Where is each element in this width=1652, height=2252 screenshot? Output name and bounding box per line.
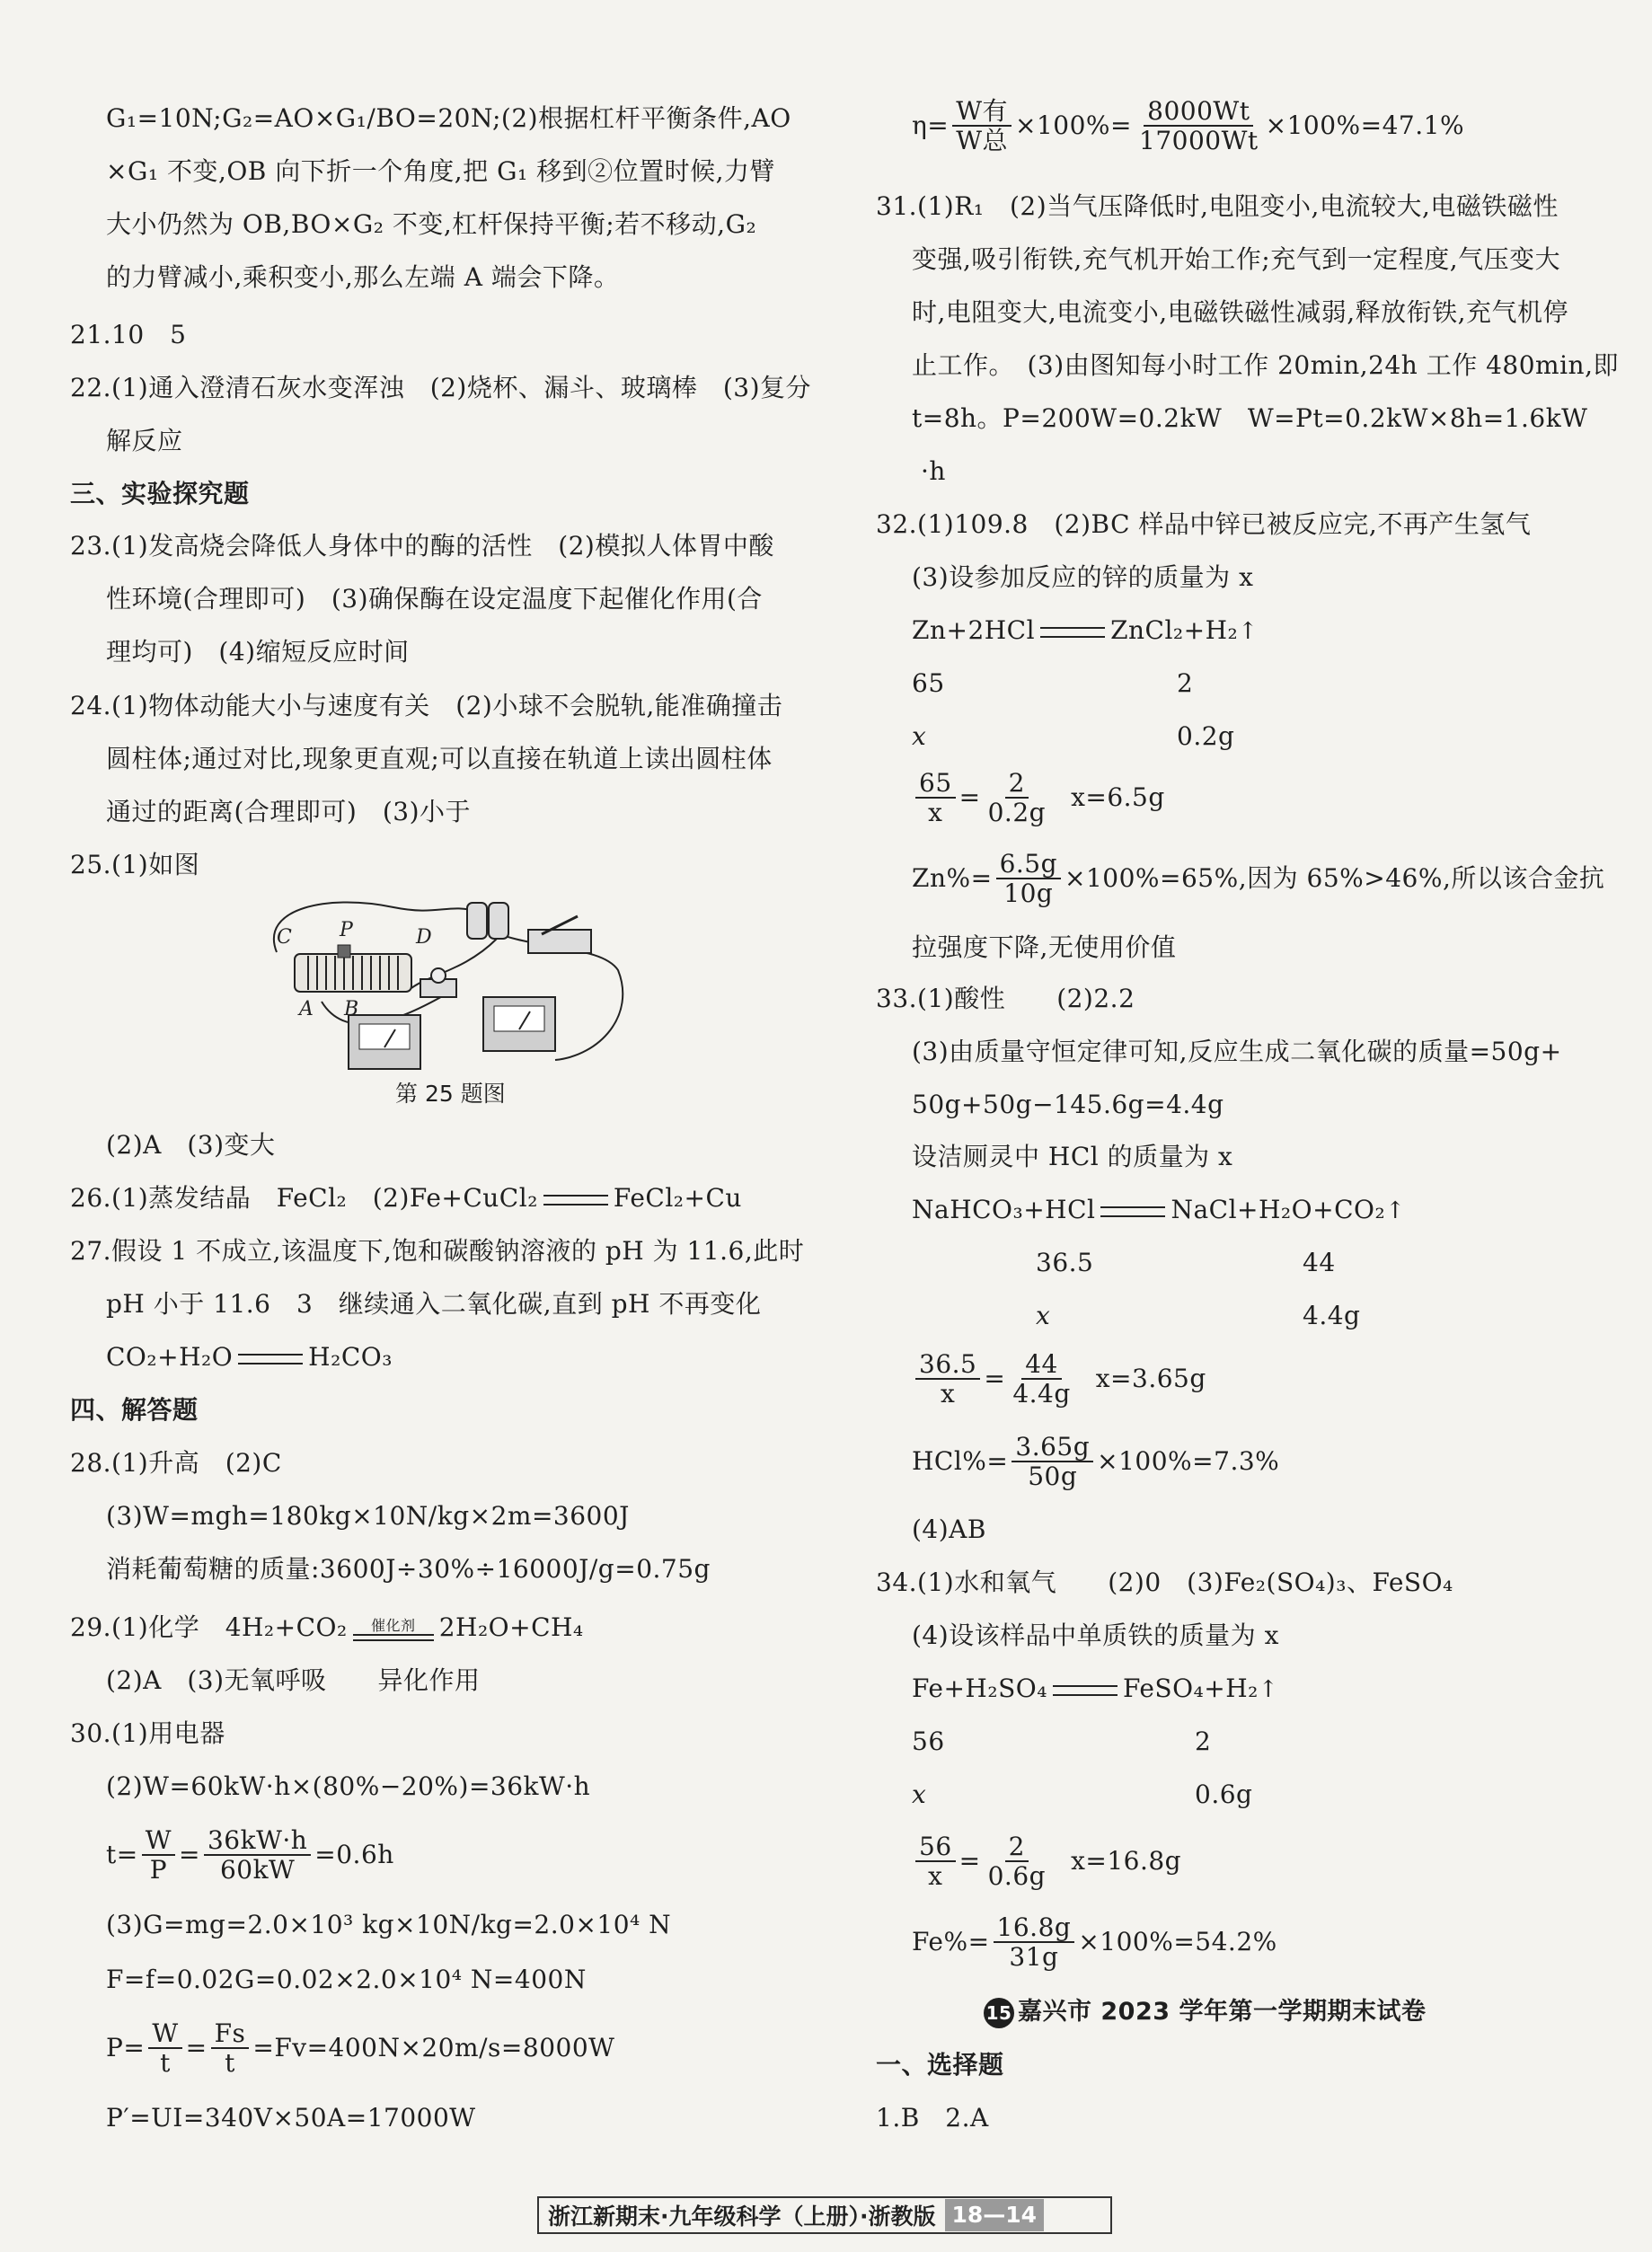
solution: x=3.65g	[1095, 1364, 1206, 1393]
answer-32: 32.(1)109.8 (2)BC 样品中锌已被反应完,不再产生氢气	[876, 509, 1532, 539]
ratio-cell: 4.4g	[1303, 1301, 1361, 1330]
denominator: P	[149, 1855, 168, 1885]
ratio-cell: 36.5	[1036, 1248, 1094, 1277]
proportion: $\frac{36.5}{x}$ = $\frac{44}{4.4g}$ x=3.65g	[912, 1352, 1206, 1406]
formula-result: ×100%=7.3%	[1097, 1446, 1280, 1476]
text-line: P′=UI=340V×50A=17000W	[106, 2103, 476, 2133]
answer-26	[70, 1180, 742, 1216]
fraction	[142, 1824, 175, 1885]
section-heading: 四、解答题	[70, 1395, 199, 1425]
text-line: 的力臂减小,乘积变小,那么左端 A 端会下降。	[106, 262, 620, 292]
formula-prefix: Zn%=	[912, 863, 993, 893]
percentage-formula	[912, 848, 1605, 908]
ratio-cell: x	[1036, 1301, 1051, 1330]
up-arrow-icon: ↑	[1385, 1197, 1406, 1224]
eq-right: H₂CO₃	[308, 1342, 393, 1372]
text-line: 性环境(合理即可) (3)确保酶在设定温度下起催化作用(合	[106, 584, 763, 614]
text-line: 解反应	[106, 426, 183, 455]
denominator: x	[941, 1379, 956, 1409]
text-line: (4)设该样品中单质铁的质量为 x	[912, 1621, 1279, 1650]
text-line: 圆柱体;通过对比,现象更直观;可以直接在轨道上读出圆柱体	[106, 744, 773, 773]
answer-28: 28.(1)升高 (2)C	[70, 1448, 282, 1478]
solution: x=6.5g	[1071, 782, 1165, 812]
numerator: 44	[1021, 1351, 1062, 1380]
answer-29	[70, 1610, 584, 1646]
denominator: 60kW	[219, 1855, 296, 1885]
equation	[106, 1339, 393, 1375]
fraction	[1135, 95, 1262, 155]
fraction	[1009, 1348, 1073, 1409]
eq-right: FeCl₂+Cu	[613, 1183, 742, 1213]
label-d: D	[416, 926, 432, 949]
fraction	[915, 1348, 980, 1409]
fraction	[952, 95, 1012, 155]
formula-prefix: η=	[912, 110, 950, 140]
formula-result: =Fv=400N×20m/s=8000W	[252, 2033, 615, 2062]
fraction	[985, 767, 1049, 827]
fraction	[1012, 1431, 1093, 1491]
formula-mid: ×100%=	[1015, 110, 1133, 140]
eq-right: FeSO₄+H₂	[1122, 1674, 1259, 1703]
text-line: G₁=10N;G₂=AO×G₁/BO=20N;(2)根据杠杆平衡条件,AO	[106, 103, 791, 133]
label-p: P	[340, 919, 353, 941]
eq-right: ZnCl₂+H₂	[1110, 615, 1239, 645]
text-line: (2)A (3)变大	[106, 1130, 276, 1160]
footer-title: 浙江新期末·九年级科学（上册）·浙教版	[548, 2203, 936, 2230]
equals-sign	[1053, 1685, 1118, 1696]
ratio-cell: 0.2g	[1177, 721, 1235, 751]
ratio-cell: 56	[912, 1727, 945, 1756]
numerator: W	[142, 1827, 175, 1856]
catalyst-sign	[353, 1618, 434, 1641]
page-footer	[537, 2196, 1112, 2234]
answer-choices: 1.B 2.A	[876, 2103, 989, 2133]
equals-sign	[1100, 1206, 1165, 1217]
eq-left: 29.(1)化学 4H₂+CO₂	[70, 1612, 348, 1642]
eq-left: Zn+2HCl	[912, 615, 1036, 645]
fraction	[211, 2020, 250, 2077]
equals-sign	[1040, 627, 1105, 638]
text-line: pH 小于 11.6 3 继续通入二氧化碳,直到 pH 不再变化	[106, 1289, 762, 1319]
answer-30: 30.(1)用电器	[70, 1718, 225, 1748]
solution: x=16.8g	[1071, 1846, 1182, 1876]
answer-21: 21.10 5	[70, 320, 187, 349]
percentage-formula	[912, 1431, 1280, 1491]
denominator: 10g	[1003, 879, 1054, 908]
text-line: 止工作。 (3)由图知每小时工作 20min,24h 工作 480min,即	[912, 350, 1619, 380]
text-line: (3)设参加反应的锌的质量为 x	[912, 562, 1254, 592]
eq-right: 2H₂O+CH₄	[438, 1612, 584, 1642]
text-line: (3)W=mgh=180kg×10N/kg×2m=3600J	[106, 1501, 630, 1531]
efficiency-formula	[912, 95, 1465, 155]
circuit-figure	[259, 889, 627, 1073]
numerator: 56	[915, 1833, 956, 1862]
eq-left: CO₂+H₂O	[106, 1342, 234, 1372]
text-line: (4)AB	[912, 1515, 986, 1544]
answer-25: 25.(1)如图	[70, 850, 200, 879]
up-arrow-icon: ↑	[1258, 1676, 1279, 1703]
numerator: W	[148, 2020, 181, 2049]
denominator: 0.6g	[987, 1861, 1047, 1891]
answer-23: 23.(1)发高烧会降低人身体中的酶的活性 (2)模拟人体胃中酸	[70, 531, 774, 561]
ratio-cell: 0.6g	[1195, 1780, 1253, 1809]
denominator: t	[160, 2048, 171, 2078]
text-line: 理均可) (4)缩短反应时间	[106, 637, 410, 667]
formula-prefix: HCl%=	[912, 1446, 1009, 1476]
denominator: x	[928, 1861, 943, 1891]
exam-number-badge: 15	[984, 1998, 1014, 2028]
text-line: (3)G=mg=2.0×10³ kg×10N/kg=2.0×10⁴ N	[106, 1910, 672, 1939]
text-line: (2)W=60kW·h×(80%−20%)=36kW·h	[106, 1771, 591, 1801]
numerator: W有	[952, 98, 1012, 127]
ratio-cell: x	[912, 721, 927, 751]
formula-prefix: Fe%=	[912, 1927, 990, 1956]
eq-right: NaCl+H₂O+CO₂	[1171, 1195, 1386, 1224]
answer-34: 34.(1)水和氧气 (2)0 (3)Fe₂(SO₄)₃、FeSO₄	[876, 1568, 1453, 1597]
numerator: 65	[915, 770, 956, 799]
text-line: 变强,吸引衔铁,充气机开始工作;充气到一定程度,气压变大	[912, 244, 1561, 274]
equation	[912, 1192, 1405, 1229]
answer-31: 31.(1)R₁ (2)当气压降低时,电阻变小,电流较大,电磁铁磁性	[876, 191, 1559, 221]
text-line: 拉强度下降,无使用价值	[912, 932, 1177, 962]
formula-prefix: P=	[106, 2033, 146, 2062]
numerator: 8000Wt	[1144, 98, 1253, 127]
formula-result: ×100%=54.2%	[1078, 1927, 1277, 1956]
text-line: 50g+50g−145.6g=4.4g	[912, 1090, 1224, 1119]
text-line: (3)由质量守恒定律可知,反应生成二氧化碳的质量=50g+	[912, 1037, 1562, 1066]
proportion: $\frac{65}{x}$ = $\frac{2}{0.2g}$ x=6.5g	[912, 771, 1165, 825]
numerator: 2	[1005, 1833, 1029, 1862]
percentage-formula	[912, 1912, 1277, 1972]
denominator: 50g	[1028, 1462, 1078, 1491]
equals-sign	[238, 1354, 303, 1364]
answer-24: 24.(1)物体动能大小与速度有关 (2)小球不会脱轨,能准确撞击	[70, 691, 783, 720]
fraction	[994, 1914, 1075, 1971]
formula-result: =0.6h	[314, 1840, 394, 1869]
denominator: t	[225, 2048, 235, 2078]
denominator: W总	[956, 126, 1009, 155]
denominator: 0.2g	[987, 798, 1047, 827]
up-arrow-icon: ↑	[1238, 618, 1259, 645]
section-heading: 一、选择题	[876, 2050, 1004, 2080]
equals-sign	[543, 1195, 608, 1205]
denominator: x	[928, 798, 943, 827]
text-line: 大小仍然为 OB,BO×G₂ 不变,杠杆保持平衡;若不移动,G₂	[106, 209, 757, 239]
figure-caption: 第 25 题图	[395, 1081, 506, 1107]
eq-left: 26.(1)蒸发结晶 FeCl₂ (2)Fe+CuCl₂	[70, 1183, 538, 1213]
ratio-cell: x	[912, 1780, 927, 1809]
text-line: 时,电阻变大,电流变小,电磁铁磁性减弱,释放衔铁,充气机停	[912, 297, 1569, 327]
ratio-cell: 2	[1195, 1727, 1212, 1756]
formula-t: t= $\frac{W}{P}$ = $\frac{36kW\cdot h}{60kW}$ =0.6h	[106, 1824, 394, 1885]
fraction	[915, 767, 956, 827]
fraction	[985, 1833, 1049, 1890]
answer-27: 27.假设 1 不成立,该温度下,饱和碳酸钠溶液的 pH 为 11.6,此时	[70, 1236, 805, 1266]
text-line: t=8h。P=200W=0.2kW W=Pt=0.2kW×8h=1.6kW	[912, 403, 1588, 433]
numerator: 16.8g	[994, 1914, 1075, 1943]
fraction	[996, 848, 1061, 908]
numerator: 2	[1005, 770, 1029, 799]
text-line: (2)A (3)无氧呼吸 异化作用	[106, 1665, 481, 1695]
eq-left: Fe+H₂SO₄	[912, 1674, 1047, 1703]
label-b: B	[344, 998, 359, 1020]
numerator: 36kW·h	[204, 1827, 311, 1856]
ratio-cell: 2	[1177, 668, 1194, 698]
label-a: A	[299, 998, 314, 1020]
text-line: ·h	[921, 456, 946, 486]
page-number: 18—14	[945, 2199, 1045, 2231]
numerator: 6.5g	[996, 851, 1061, 879]
answer-33: 33.(1)酸性 (2)2.2	[876, 984, 1135, 1013]
formula-result: ×100%=65%,因为 65%>46%,所以该合金抗	[1065, 863, 1605, 893]
numerator: Fs	[211, 2020, 250, 2049]
denominator: 4.4g	[1012, 1379, 1071, 1409]
numerator: 36.5	[915, 1351, 980, 1380]
fraction	[915, 1833, 956, 1890]
denominator: 17000Wt	[1139, 126, 1259, 155]
section-heading: 三、实验探究题	[70, 479, 250, 508]
text-line: 通过的距离(合理即可) (3)小于	[106, 797, 472, 826]
label-c: C	[277, 926, 292, 949]
denominator: 31g	[1009, 1942, 1059, 1972]
ratio-cell: 65	[912, 668, 945, 698]
equation	[912, 613, 1259, 649]
exam-title	[984, 1994, 1426, 2030]
formula-result: ×100%=47.1%	[1265, 110, 1465, 140]
proportion: $\frac{56}{x}$ = $\frac{2}{0.6g}$ x=16.8g	[912, 1834, 1181, 1888]
fraction	[204, 1824, 311, 1885]
text-line: 消耗葡萄糖的质量:3600J÷30%÷16000J/g=0.75g	[106, 1554, 711, 1584]
equation	[912, 1671, 1278, 1708]
text-line: 设洁厕灵中 HCl 的质量为 x	[912, 1142, 1233, 1171]
eq-left: NaHCO₃+HCl	[912, 1195, 1096, 1224]
numerator: 3.65g	[1012, 1434, 1093, 1462]
answer-22: 22.(1)通入澄清石灰水变浑浊 (2)烧杯、漏斗、玻璃棒 (3)复分	[70, 373, 812, 402]
exam-title-text: 嘉兴市 2023 学年第一学期期末试卷	[1018, 1998, 1427, 2026]
text-line: ×G₁ 不变,OB 向下折一个角度,把 G₁ 移到②位置时候,力臂	[106, 156, 775, 186]
condition: 催化剂	[353, 1618, 434, 1636]
ratio-cell: 44	[1303, 1248, 1336, 1277]
fraction	[148, 2020, 181, 2077]
formula-prefix: t=	[106, 1840, 138, 1869]
formula-p: P= $\frac{W}{t}$ = $\frac{Fs}{t}$ =Fv=400N×20m/s=8000W	[106, 2018, 615, 2078]
text-line: F=f=0.02G=0.02×2.0×10⁴ N=400N	[106, 1965, 587, 1994]
